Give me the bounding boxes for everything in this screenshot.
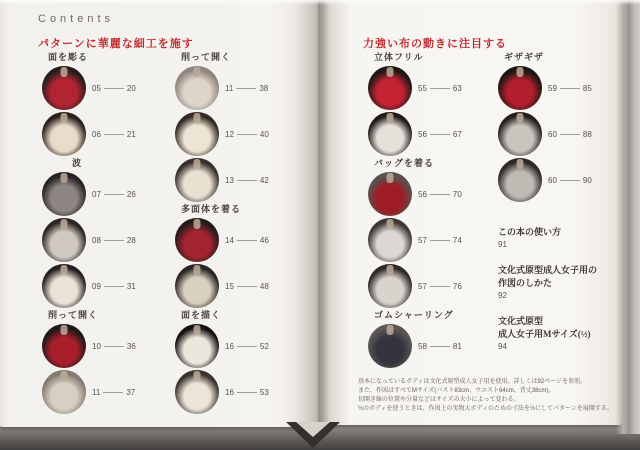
- gutter-page-edges-v: [296, 422, 330, 437]
- reference-entry-page: 94: [498, 342, 507, 351]
- reference-entry-title: 成人女子用Mサイズ(½): [498, 329, 591, 339]
- garment-thumbnail: [498, 66, 542, 110]
- page-ref: [418, 282, 462, 291]
- garment-thumbnail: [42, 370, 86, 414]
- toc-item: [175, 66, 309, 110]
- toc-item: [368, 172, 502, 216]
- connector-line: [430, 88, 450, 89]
- toc-item: [42, 218, 176, 262]
- page-ref: [92, 236, 136, 245]
- page-edge-curve: [616, 0, 640, 434]
- howto-page-number: 37: [126, 387, 136, 397]
- howto-page-number: 26: [126, 189, 136, 199]
- toc-item: [368, 112, 502, 156]
- footnote-line: 基本になっているボディは文化式原型成人女子用を使用。詳しくは92ページを参照。: [358, 379, 587, 385]
- toc-group: [42, 52, 176, 156]
- toc-item: [42, 370, 176, 414]
- garment-thumbnail: [42, 66, 86, 110]
- howto-page-number: 20: [126, 83, 136, 93]
- page-ref: [548, 84, 592, 93]
- connector-line: [104, 240, 124, 241]
- right-section-heading: 力強い布の動きに注目する: [363, 38, 507, 50]
- connector-line: [237, 392, 257, 393]
- garment-thumbnail: [175, 158, 219, 202]
- toc-column: [175, 52, 309, 416]
- howto-page-number: 38: [259, 83, 269, 93]
- howto-page-number: 53: [259, 387, 269, 397]
- garment-thumbnail: [175, 264, 219, 308]
- garment-thumbnail: [175, 218, 219, 262]
- group-label: 削って開く: [181, 52, 232, 62]
- group-label: 削って開く: [48, 310, 99, 320]
- right-page: [320, 0, 622, 425]
- garment-thumbnail: [368, 66, 412, 110]
- toc-item: [498, 158, 632, 202]
- group-label: ギザギザ: [504, 52, 545, 62]
- design-page-number: 57: [418, 281, 427, 291]
- toc-item: [175, 370, 309, 414]
- connector-line: [104, 194, 124, 195]
- garment-thumbnail: [42, 264, 86, 308]
- group-label: 多面体を着る: [181, 204, 242, 214]
- garment-thumbnail: [368, 218, 412, 262]
- page-ref: [92, 282, 136, 291]
- howto-page-number: 36: [126, 341, 136, 351]
- howto-page-number: 42: [259, 175, 269, 185]
- toc-group: [42, 158, 176, 308]
- footnote-line: ½のボディを使うときは、作図上の実物大ボディのための寸法を½にしてパターンを展開する。: [358, 406, 613, 412]
- howto-page-number: 76: [452, 281, 462, 291]
- design-page-number: 58: [418, 341, 427, 351]
- group-label: バッグを着る: [374, 158, 435, 168]
- reference-entry: [498, 264, 622, 301]
- design-page-number: 16: [225, 341, 234, 351]
- howto-page-number: 63: [452, 83, 462, 93]
- toc-item: [42, 66, 176, 110]
- design-page-number: 10: [92, 341, 101, 351]
- garment-thumbnail: [42, 324, 86, 368]
- connector-line: [237, 180, 257, 181]
- howto-page-number: 70: [452, 189, 462, 199]
- toc-item: [42, 324, 176, 368]
- group-label: 波: [72, 158, 83, 168]
- page-ref: [548, 130, 592, 139]
- toc-item: [175, 218, 309, 262]
- design-page-number: 11: [225, 83, 234, 93]
- design-page-number: 15: [225, 281, 234, 291]
- design-page-number: 13: [225, 175, 234, 185]
- page-ref: [225, 176, 269, 185]
- howto-page-number: 28: [126, 235, 136, 245]
- page-ref: [92, 84, 136, 93]
- toc-item: [498, 66, 632, 110]
- connector-line: [104, 346, 124, 347]
- footnote-line: また、作図はすべてMサイズ(バスト83cm、ウエスト64cm、背丈38cm)。: [358, 388, 555, 394]
- connector-line: [236, 88, 256, 89]
- reference-entry: [498, 226, 622, 250]
- toc-item: [368, 66, 502, 110]
- garment-thumbnail: [42, 112, 86, 156]
- design-page-number: 59: [548, 83, 557, 93]
- toc-column: [42, 52, 176, 416]
- howto-page-number: 31: [126, 281, 136, 291]
- toc-item: [368, 264, 502, 308]
- toc-column: [368, 52, 502, 370]
- page-ref: [92, 130, 136, 139]
- left-section-heading: パターンに華麗な細工を施す: [38, 38, 194, 50]
- page-ref: [225, 130, 269, 139]
- toc-group: [175, 310, 309, 414]
- design-page-number: 56: [418, 129, 427, 139]
- page-ref: [418, 236, 462, 245]
- reference-entry-title: 文化式原型: [498, 316, 544, 326]
- page-ref: [418, 342, 462, 351]
- group-label: 立体フリル: [374, 52, 424, 62]
- howto-page-number: 40: [259, 129, 269, 139]
- reference-entry-title: 文化式原型成人女子用の: [498, 265, 598, 275]
- design-page-number: 55: [418, 83, 427, 93]
- connector-line: [430, 240, 450, 241]
- page-ref: [92, 190, 136, 199]
- garment-thumbnail: [498, 158, 542, 202]
- garment-thumbnail: [368, 264, 412, 308]
- connector-line: [104, 286, 124, 287]
- howto-page-number: 48: [259, 281, 269, 291]
- connector-line: [560, 88, 580, 89]
- page-ref: [92, 342, 136, 351]
- connector-line: [104, 88, 124, 89]
- toc-item: [42, 172, 176, 216]
- design-page-number: 09: [92, 281, 101, 291]
- page-ref: [418, 84, 462, 93]
- connector-line: [430, 194, 450, 195]
- toc-item: [175, 158, 309, 202]
- page-ref: [418, 130, 462, 139]
- toc-group: [175, 204, 309, 308]
- page-ref: [225, 282, 269, 291]
- garment-thumbnail: [368, 324, 412, 368]
- garment-thumbnail: [498, 112, 542, 156]
- connector-line: [237, 286, 257, 287]
- design-page-number: 05: [92, 83, 101, 93]
- footnote-line: 切開き線の位置や分量などはサイズの大小によって変わる。: [358, 397, 520, 403]
- toc-item: [42, 264, 176, 308]
- design-page-number: 60: [548, 175, 557, 185]
- garment-thumbnail: [175, 370, 219, 414]
- connector-line: [103, 392, 123, 393]
- garment-thumbnail: [175, 66, 219, 110]
- garment-thumbnail: [42, 218, 86, 262]
- connector-line: [560, 134, 580, 135]
- group-label: 面を彫る: [48, 52, 89, 62]
- page-ref: [225, 84, 268, 93]
- design-page-number: 11: [92, 387, 101, 397]
- scan-top-highlight: [0, 0, 640, 5]
- garment-thumbnail: [368, 172, 412, 216]
- toc-group: [368, 158, 502, 308]
- toc-group: [42, 310, 176, 414]
- connector-line: [430, 346, 450, 347]
- reference-entries: [498, 226, 622, 366]
- reference-entry-page: 91: [498, 240, 507, 249]
- howto-page-number: 21: [126, 129, 136, 139]
- toc-group: [175, 52, 309, 202]
- design-page-number: 08: [92, 235, 101, 245]
- toc-item: [42, 112, 176, 156]
- page-ref: [548, 176, 592, 185]
- design-page-number: 57: [418, 235, 427, 245]
- howto-page-number: 74: [452, 235, 462, 245]
- connector-line: [237, 346, 257, 347]
- reference-entry: [498, 315, 622, 352]
- toc-column: [498, 52, 632, 204]
- footnote: [358, 378, 630, 414]
- page-ref: [418, 190, 462, 199]
- toc-item: [175, 324, 309, 368]
- toc-group: [368, 52, 502, 156]
- toc-item: [175, 112, 309, 156]
- page-ref: [225, 342, 269, 351]
- garment-thumbnail: [175, 324, 219, 368]
- contents-title: Contents: [38, 13, 115, 25]
- howto-page-number: 81: [452, 341, 462, 351]
- design-page-number: 06: [92, 129, 101, 139]
- left-page: [0, 0, 320, 427]
- connector-line: [430, 286, 450, 287]
- page-ref: [225, 388, 269, 397]
- design-page-number: 12: [225, 129, 234, 139]
- page-ref: [225, 236, 269, 245]
- toc-item: [368, 324, 502, 368]
- toc-group: [498, 52, 632, 202]
- howto-page-number: 52: [259, 341, 269, 351]
- group-label: ゴムシャーリング: [374, 310, 454, 320]
- connector-line: [430, 134, 450, 135]
- page-ref: [92, 388, 135, 397]
- howto-page-number: 46: [259, 235, 269, 245]
- connector-line: [104, 134, 124, 135]
- garment-thumbnail: [175, 112, 219, 156]
- howto-page-number: 88: [582, 129, 592, 139]
- toc-group: [368, 310, 502, 368]
- design-page-number: 60: [548, 129, 557, 139]
- connector-line: [237, 240, 257, 241]
- group-label: 面を描く: [181, 310, 222, 320]
- howto-page-number: 85: [582, 83, 592, 93]
- connector-line: [560, 180, 580, 181]
- connector-line: [237, 134, 257, 135]
- design-page-number: 07: [92, 189, 101, 199]
- toc-item: [368, 218, 502, 262]
- design-page-number: 56: [418, 189, 427, 199]
- reference-entry-page: 92: [498, 291, 507, 300]
- design-page-number: 14: [225, 235, 234, 245]
- garment-thumbnail: [42, 172, 86, 216]
- reference-entry-title: 作図のしかた: [498, 278, 553, 288]
- garment-thumbnail: [368, 112, 412, 156]
- design-page-number: 16: [225, 387, 234, 397]
- reference-entry-title: この本の使い方: [498, 227, 562, 237]
- toc-item: [498, 112, 632, 156]
- howto-page-number: 90: [582, 175, 592, 185]
- toc-item: [175, 264, 309, 308]
- howto-page-number: 67: [452, 129, 462, 139]
